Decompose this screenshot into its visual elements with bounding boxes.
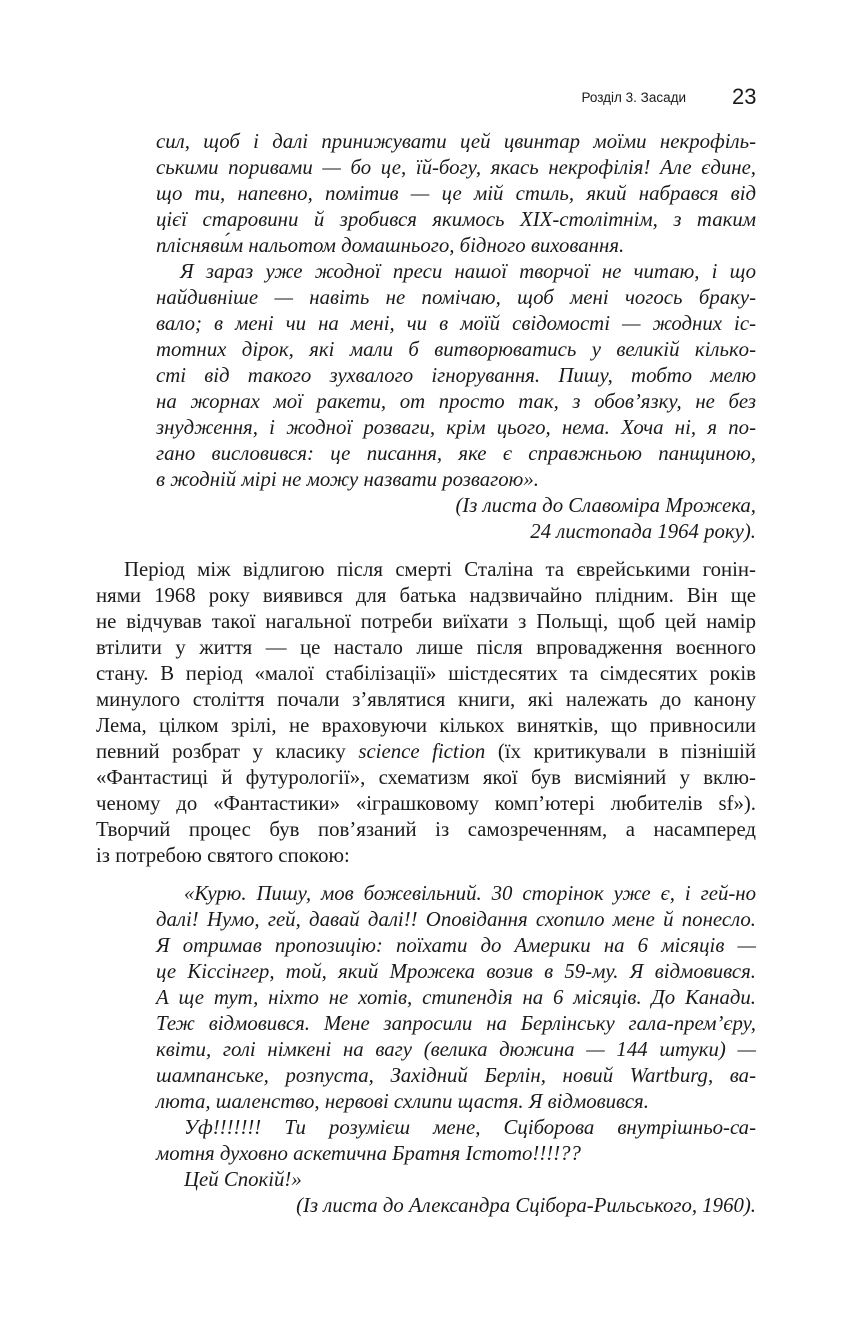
body-line: втілити у життя — це настало лише після впровадження воєнного xyxy=(96,636,756,659)
body-text: певний розбрат у класику xyxy=(96,740,346,763)
quote2-line: А ще тут, ніхто не хотів, стипендія на 6 місяців. До Канади. xyxy=(156,986,756,1009)
quote2-line: шампанське, розпуста, Західний Берлін, новий Wartburg, ва- xyxy=(156,1064,756,1087)
quote2-line: мотня духовно аскетична Братня Істото!!!!?? xyxy=(156,1142,581,1165)
body-text: (їх критикували в пізнішій xyxy=(497,740,757,763)
quote1-line: Я зараз уже жодної преси нашої творчої не читаю, і що xyxy=(180,260,756,283)
quote1-line: сті від такого зухвалого ігнорування. Пишу, тобто мелю xyxy=(156,364,756,387)
body-line: не відчував такої нагальної потреби виїхати з Польщі, щоб цей намір xyxy=(96,610,756,633)
body-line: нями 1968 року виявився для батька надзвичайно плідним. Він ще xyxy=(96,584,756,607)
body-line-mixed xyxy=(96,740,756,764)
quote1-line: на жорнах мої ракети, от просто так, з обов’язку, не без xyxy=(156,390,756,413)
body-line: ченому до «Фантастики» «іграшковому комп’ютері любителів sf»). xyxy=(96,792,756,815)
quote1-line: найдивніше — навіть не помічаю, щоб мені чогось бракy- xyxy=(156,286,756,309)
body-line: Творчий процес був пов’язаний із самозреченням, а насамперед xyxy=(96,818,756,841)
quote2-line: це Кіссінгер, той, який Мрожека возив в 59-му. Я відмовився. xyxy=(156,960,756,983)
quote1-line: в жодній мірі не можу назвати розвагою». xyxy=(156,468,539,491)
italic-term: science fiction xyxy=(358,740,486,763)
quote1-line: плісняви́м нальотом домашнього, бідного виховання. xyxy=(156,234,625,257)
quote2-line: Цей Спокій!» xyxy=(184,1168,302,1191)
quote2-source: (Із листа до Александра Сцібора-Рильського, 1960). xyxy=(296,1194,756,1217)
body-line: Лема, цілком зрілі, не враховуючи кількох винятків, що привносили xyxy=(96,714,756,737)
quote1-line: що ти, напевно, помітив — це мій стиль, який набрався від xyxy=(156,182,756,205)
quote2-line: люта, шаленство, нервові схлипи щастя. Я відмовився. xyxy=(156,1090,649,1113)
body-line: «Фантастиці й футурології», схематизм якої був висміяний у вклю- xyxy=(96,766,756,789)
body-line: із потребою святого спокою: xyxy=(96,844,350,867)
quote2-line: Теж відмовився. Мене запросили на Берлінську гала-прем’єру, xyxy=(156,1012,756,1035)
quote1-line: ськими поривами — бо це, їй-богу, якась некрофілія! Але єдине, xyxy=(156,156,756,179)
quote1-line: сил, щоб і далі принижувати цей цвинтар моїми некрофіль- xyxy=(156,130,756,153)
quote1-line: цієї старовини й зробився якимось XIX-столітнім, з таким xyxy=(156,208,756,231)
quote1-line: гано висловився: це писання, яке є справжньою панщиною, xyxy=(156,442,756,465)
quote1-line: вало; в мені чи на мені, чи в моїй свідомості — жодних іс- xyxy=(156,312,756,335)
body-line: минулого століття почали з’являтися книги, які належать до канону xyxy=(96,688,756,711)
chapter-title: Розділ 3. Засади xyxy=(581,90,686,105)
quote2-line: далі! Нумо, гей, давай далі!! Оповідання схопило мене й понесло. xyxy=(156,908,756,931)
running-header xyxy=(0,84,862,112)
quote1-source: 24 листопада 1964 року). xyxy=(530,520,756,543)
quote2-line: Уф!!!!!!! Ти розумієш мене, Сціборова внутрішньо-са- xyxy=(184,1116,756,1139)
body-line: Період між відлигою після смерті Сталіна та єврейськими гонін- xyxy=(124,558,756,581)
quote2-line: Я отримав пропозицію: поїхати до Америки на 6 місяців — xyxy=(156,934,756,957)
quote1-source: (Із листа до Славоміра Мрожека, xyxy=(455,494,756,517)
quote1-line: тотних дірок, які мали б витворюватись у великій кількo- xyxy=(156,338,756,361)
quote2-line: квіти, голі німкені на вагу (велика дюжина — 144 штуки) — xyxy=(156,1038,756,1061)
quote1-line: знудження, і жодної розваги, крім цього, нема. Хоча ні, я по- xyxy=(156,416,756,439)
body-line: стану. В період «малої стабілізації» шістдесятих та сімдесятих років xyxy=(96,662,756,685)
page-number: 23 xyxy=(732,84,757,109)
quote2-line: «Курю. Пишу, мов божевільний. 30 сторінок уже є, і гей-но xyxy=(184,882,756,905)
